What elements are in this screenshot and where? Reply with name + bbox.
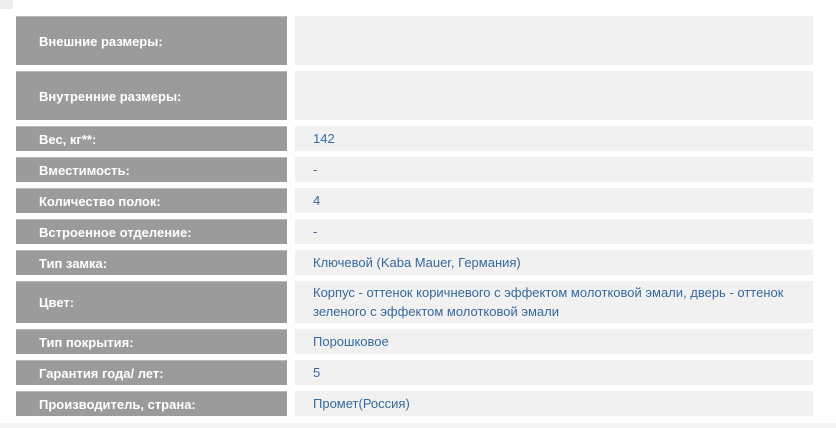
value-text: - [313,224,318,239]
row-value [295,250,813,275]
row-label: Вес, кг**: [16,126,287,151]
row-label: Количество полок: [16,188,287,213]
row-value [295,71,813,120]
row-value [295,391,813,416]
value-text: Порошковое [313,334,389,349]
row-value [295,16,813,65]
row-label: Тип покрытия: [16,329,287,354]
row-label: Тип замка: [16,250,287,275]
value-text: Корпус - оттенок коричневого с эффектом молотковой эмали, дверь - оттенок зеленого с эффектом молотковой эмали [313,285,784,319]
corner-artifact [0,0,13,9]
row-label: Гарантия года/ лет: [16,360,287,385]
table-row [16,329,813,354]
table-row [16,188,813,213]
row-value [295,360,813,385]
row-value [295,188,813,213]
row-value [295,329,813,354]
table-row [16,71,813,120]
spec-table [16,16,813,422]
table-row [16,157,813,182]
value-text: 142 [313,131,335,146]
table-row [16,360,813,385]
row-value [295,219,813,244]
row-label: Внешние размеры: [16,16,287,65]
table-row [16,219,813,244]
row-label: Внутренние размеры: [16,71,287,120]
value-text: 5 [313,365,321,380]
row-value [295,157,813,182]
bottom-divider [0,423,836,428]
row-label: Цвет: [16,281,287,323]
row-label: Производитель, страна: [16,391,287,416]
row-value [295,281,813,323]
value-text: Промет(Россия) [313,396,410,411]
value-text: - [313,162,318,177]
row-label: Встроенное отделение: [16,219,287,244]
value-text: Ключевой (Kaba Mauer, Германия) [313,255,521,270]
table-row [16,16,813,65]
row-value [295,126,813,151]
row-label: Вместимость: [16,157,287,182]
table-row [16,391,813,416]
table-row [16,250,813,275]
value-text: 4 [313,193,321,208]
table-row [16,126,813,151]
table-row [16,281,813,323]
